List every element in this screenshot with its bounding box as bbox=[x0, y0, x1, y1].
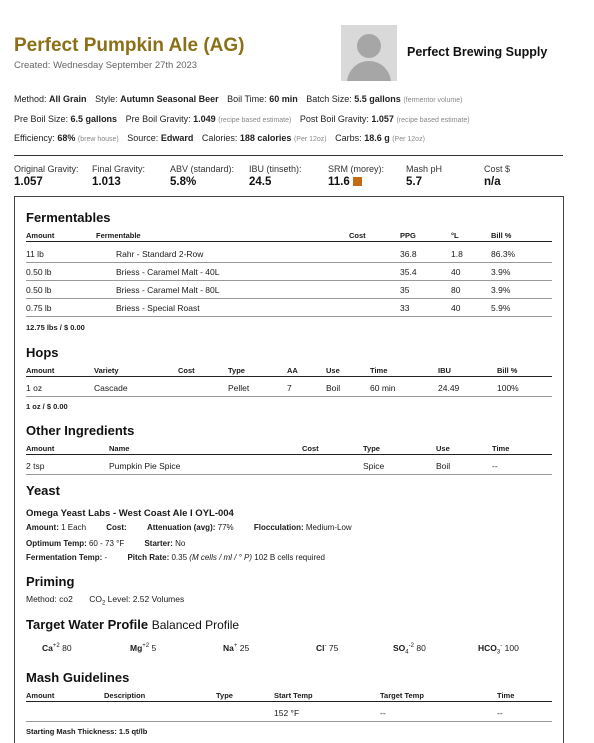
created-date: Created: Wednesday September 27th 2023 bbox=[14, 60, 198, 71]
stat-srm: SRM (morey): 11.6 bbox=[328, 164, 384, 188]
fermentables-header: Amount Fermentable Cost PPG °L Bill % bbox=[26, 230, 552, 242]
recipe-title: Perfect Pumpkin Ale (AG) bbox=[14, 35, 245, 56]
carbs-value: 18.6 g bbox=[364, 133, 390, 143]
table-row: 1 oz Cascade Pellet 7 Boil 60 min 24.49 100% bbox=[26, 379, 552, 397]
other-ingredients-title: Other Ingredients bbox=[26, 423, 135, 438]
efficiency-value: 68% bbox=[57, 133, 76, 143]
stat-original-gravity: Original Gravity: 1.057 bbox=[14, 164, 79, 188]
avatar-head-icon bbox=[357, 34, 381, 58]
srm-color-swatch bbox=[353, 177, 362, 186]
yeast-line-3: Fermentation Temp: - Pitch Rate: 0.35 (M cells / ml / ° P) 102 B cells required bbox=[26, 553, 326, 562]
yeast-name: Omega Yeast Labs - West Coast Ale I OYL-004 bbox=[26, 508, 234, 519]
avatar-body-icon bbox=[347, 61, 391, 81]
stat-mash-ph: Mash pH 5.7 bbox=[406, 164, 443, 188]
batch-size-value: 5.5 gallons bbox=[354, 94, 401, 104]
stat-abv: ABV (standard): 5.8% bbox=[170, 164, 235, 188]
table-row: 0.75 lb Briess - Special Roast 33 40 5.9% bbox=[26, 299, 552, 317]
meta-line-1: Method: All Grain Style: Autumn Seasonal Beer Boil Time: 60 min Batch Size: 5.5 gallons (fermentor volume) bbox=[14, 94, 463, 104]
water-ion-mg: $Mg^{+2}$ 5 bbox=[130, 643, 157, 653]
yeast-line-1: Amount: 1 Each Cost: Attenuation (avg): 77% Flocculation: Medium-Low bbox=[26, 523, 352, 532]
divider bbox=[14, 155, 563, 156]
stat-cost: Cost $ n/a bbox=[484, 164, 511, 188]
table-row: 0.50 lb Briess - Caramel Malt - 40L 35.4 40 3.9% bbox=[26, 263, 552, 281]
table-row: 11 lb Rahr - Standard 2-Row 36.8 1.8 86.3% bbox=[26, 245, 552, 263]
stat-ibu: IBU (tinseth): 24.5 bbox=[249, 164, 302, 188]
water-ion-cl: Cl- 75 bbox=[316, 643, 339, 653]
pre-boil-gravity-value: 1.049 bbox=[193, 114, 216, 124]
water-ion-so4: $SO_4^{-2}$ 80 bbox=[393, 643, 426, 656]
boil-time-value: 60 min bbox=[269, 94, 298, 104]
yeast-title: Yeast bbox=[26, 483, 60, 498]
priming-details: Method: co2 $CO_2$ Level: 2.52 Volumes bbox=[26, 594, 185, 607]
post-boil-gravity-value: 1.057 bbox=[371, 114, 394, 124]
yeast-line-2: Optimum Temp: 60 - 73 °F Starter: No bbox=[26, 539, 186, 548]
brand-name: Perfect Brewing Supply bbox=[407, 45, 548, 59]
hops-header: Amount Variety Cost Type AA Use Time IBU Bill % bbox=[26, 365, 552, 377]
avatar bbox=[341, 25, 397, 81]
water-ion-na: Na+ 25 bbox=[223, 643, 250, 653]
source-value: Edward bbox=[160, 133, 194, 143]
meta-line-3: Efficiency: 68% (brew house) Source: Edward Calories: 188 calories (Per 12oz) Carbs: 18.6 g (Per 12oz) bbox=[14, 133, 425, 143]
pre-boil-size-value: 6.5 gallons bbox=[70, 114, 118, 124]
fermentables-total: 12.75 lbs / $ 0.00 bbox=[26, 323, 85, 332]
mash-guidelines-title: Mash Guidelines bbox=[26, 670, 130, 685]
mash-thickness: Starting Mash Thickness: 1.5 qt/lb bbox=[26, 727, 148, 736]
water-profile-title: Target Water Profile Balanced Profile bbox=[26, 617, 240, 632]
water-ion-hco3: $HCO_3^-$ 100 bbox=[478, 643, 519, 656]
water-profile-subtitle: Balanced Profile bbox=[151, 618, 240, 632]
priming-title: Priming bbox=[26, 574, 75, 589]
style-value: Autumn Seasonal Beer bbox=[120, 94, 219, 104]
table-row: 0.50 lb Briess - Caramel Malt - 80L 35 80 3.9% bbox=[26, 281, 552, 299]
water-ion-ca: $Ca^{+2}$ 80 bbox=[42, 643, 72, 653]
other-ingredients-header: Amount Name Cost Type Use Time bbox=[26, 443, 552, 455]
fermentables-title: Fermentables bbox=[26, 210, 111, 225]
hops-title: Hops bbox=[26, 345, 59, 360]
calories-value: 188 calories bbox=[239, 133, 292, 143]
table-row: 2 tsp Pumpkin Pie Spice Spice Boil -- bbox=[26, 457, 552, 475]
stat-final-gravity: Final Gravity: 1.013 bbox=[92, 164, 146, 188]
meta-line-2: Pre Boil Size: 6.5 gallons Pre Boil Gravity: 1.049 (recipe based estimate) Post Boil Gravity: 1.057 (recipe based estimate) bbox=[14, 114, 470, 124]
method-value: All Grain bbox=[49, 94, 87, 104]
hops-total: 1 oz / $ 0.00 bbox=[26, 402, 68, 411]
table-row: 152 °F -- -- bbox=[26, 704, 552, 722]
mash-header: Amount Description Type Start Temp Target Temp Time bbox=[26, 690, 552, 702]
